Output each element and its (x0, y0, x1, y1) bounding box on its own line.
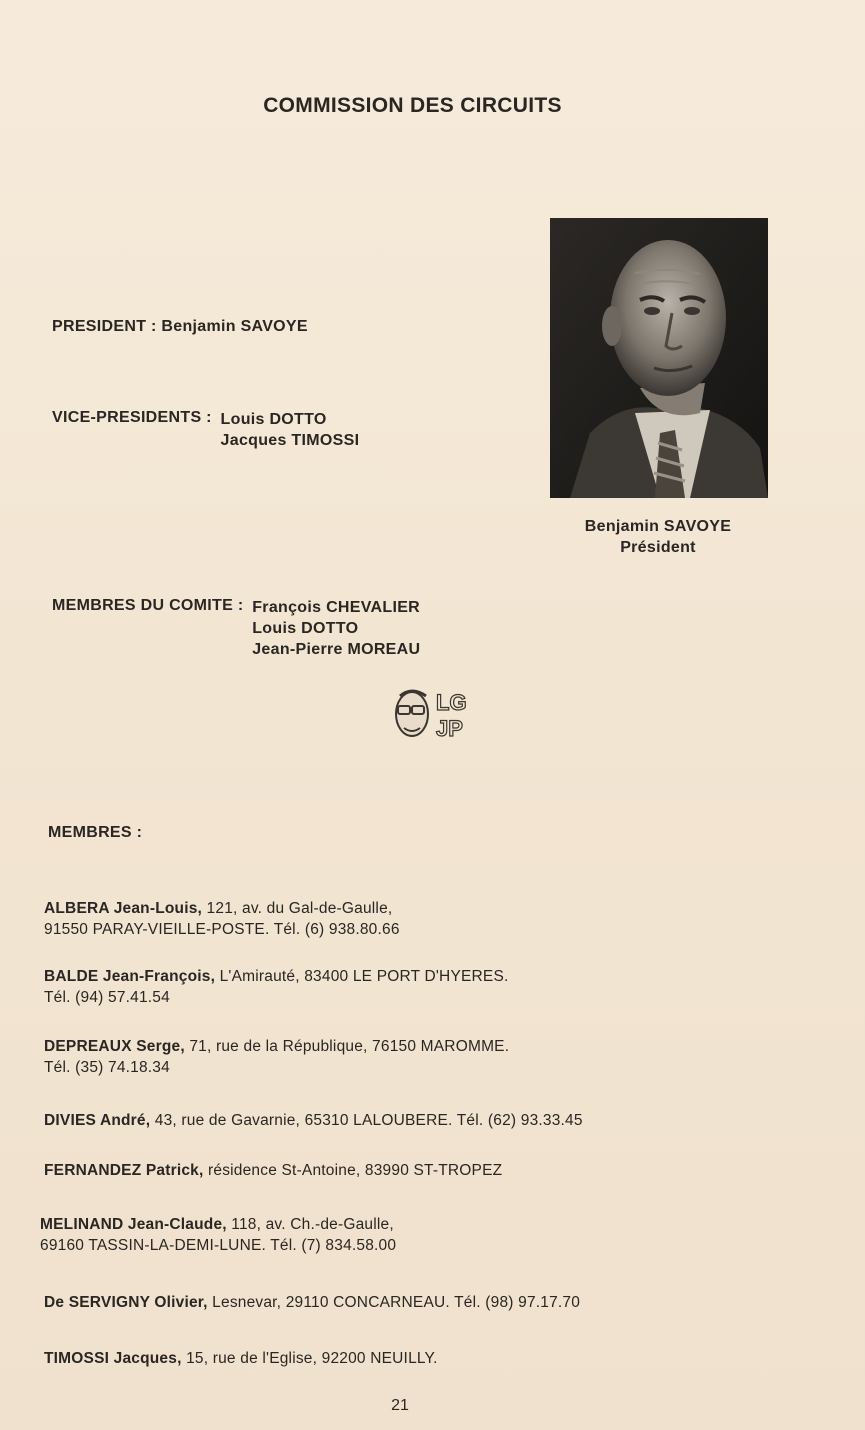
photo-caption (552, 516, 764, 558)
member-entry (44, 1292, 580, 1313)
member-address-line2: 91550 PARAY-VIEILLE-POSTE. Tél. (6) 938.80.66 (44, 921, 400, 938)
member-entry (44, 1348, 438, 1369)
president-label: PRESIDENT : (52, 318, 157, 335)
member-address-line2: 69160 TASSIN-LA-DEMI-LUNE. Tél. (7) 834.58.00 (40, 1237, 397, 1254)
member-address: Lesnevar, 29110 CONCARNEAU. Tél. (98) 97.17.70 (207, 1294, 581, 1311)
member-entry (40, 1214, 396, 1256)
member-name: DEPREAUX Serge, (44, 1038, 185, 1055)
member-entry (44, 1036, 509, 1078)
president-row (52, 318, 308, 336)
member-address: 118, av. Ch.-de-Gaulle, (226, 1216, 394, 1233)
comite-row (52, 597, 420, 660)
president-photo (550, 218, 768, 498)
portrait-image (550, 218, 768, 498)
svg-text:JP: JP (436, 716, 463, 741)
member-name: DIVIES André, (44, 1112, 151, 1129)
member-address: 15, rue de l'Eglise, 92200 NEUILLY. (181, 1350, 438, 1367)
member-address: 43, rue de Gavarnie, 65310 LALOUBERE. Tél. (62) 93.33.45 (150, 1112, 583, 1129)
member-entry (44, 1160, 502, 1181)
comite-names (252, 597, 420, 660)
vice-president-name: Louis DOTTO (220, 411, 327, 428)
member-name: ALBERA Jean-Louis, (44, 900, 203, 917)
member-entry (44, 966, 509, 1008)
page-title: COMMISSION DES CIRCUITS (263, 94, 562, 117)
member-name: De SERVIGNY Olivier, (44, 1294, 208, 1311)
watermark-logo (390, 682, 478, 746)
members-heading: MEMBRES : (48, 824, 143, 841)
comite-member-name: François CHEVALIER (252, 599, 421, 616)
vice-president-name: Jacques TIMOSSI (220, 432, 360, 449)
comite-label: MEMBRES DU COMITE : (52, 597, 244, 614)
vice-presidents-row (52, 409, 359, 451)
member-address: L'Amirauté, 83400 LE PORT D'HYERES. (215, 968, 509, 985)
member-entry (44, 898, 400, 940)
member-address: 121, av. du Gal-de-Gaulle, (202, 900, 393, 917)
member-address-line2: Tél. (35) 74.18.34 (44, 1059, 170, 1076)
member-name: FERNANDEZ Patrick, (44, 1162, 204, 1179)
comite-member-name: Louis DOTTO (252, 620, 359, 637)
vice-presidents-names (221, 409, 360, 451)
member-address: 71, rue de la République, 76150 MAROMME. (184, 1038, 510, 1055)
svg-text:LG: LG (436, 690, 467, 715)
page-number: 21 (391, 1397, 409, 1414)
member-name: BALDE Jean-François, (44, 968, 216, 985)
caption-role: Président (620, 539, 696, 556)
caption-name: Benjamin SAVOYE (584, 518, 732, 535)
member-address: résidence St-Antoine, 83990 ST-TROPEZ (203, 1162, 503, 1179)
president-name: Benjamin SAVOYE (161, 318, 308, 335)
member-entry (44, 1110, 583, 1131)
member-name: TIMOSSI Jacques, (44, 1350, 182, 1367)
comite-member-name: Jean-Pierre MOREAU (252, 641, 421, 658)
vice-presidents-label: VICE-PRESIDENTS : (52, 409, 212, 426)
member-address-line2: Tél. (94) 57.41.54 (44, 989, 170, 1006)
member-name: MELINAND Jean-Claude, (40, 1216, 227, 1233)
